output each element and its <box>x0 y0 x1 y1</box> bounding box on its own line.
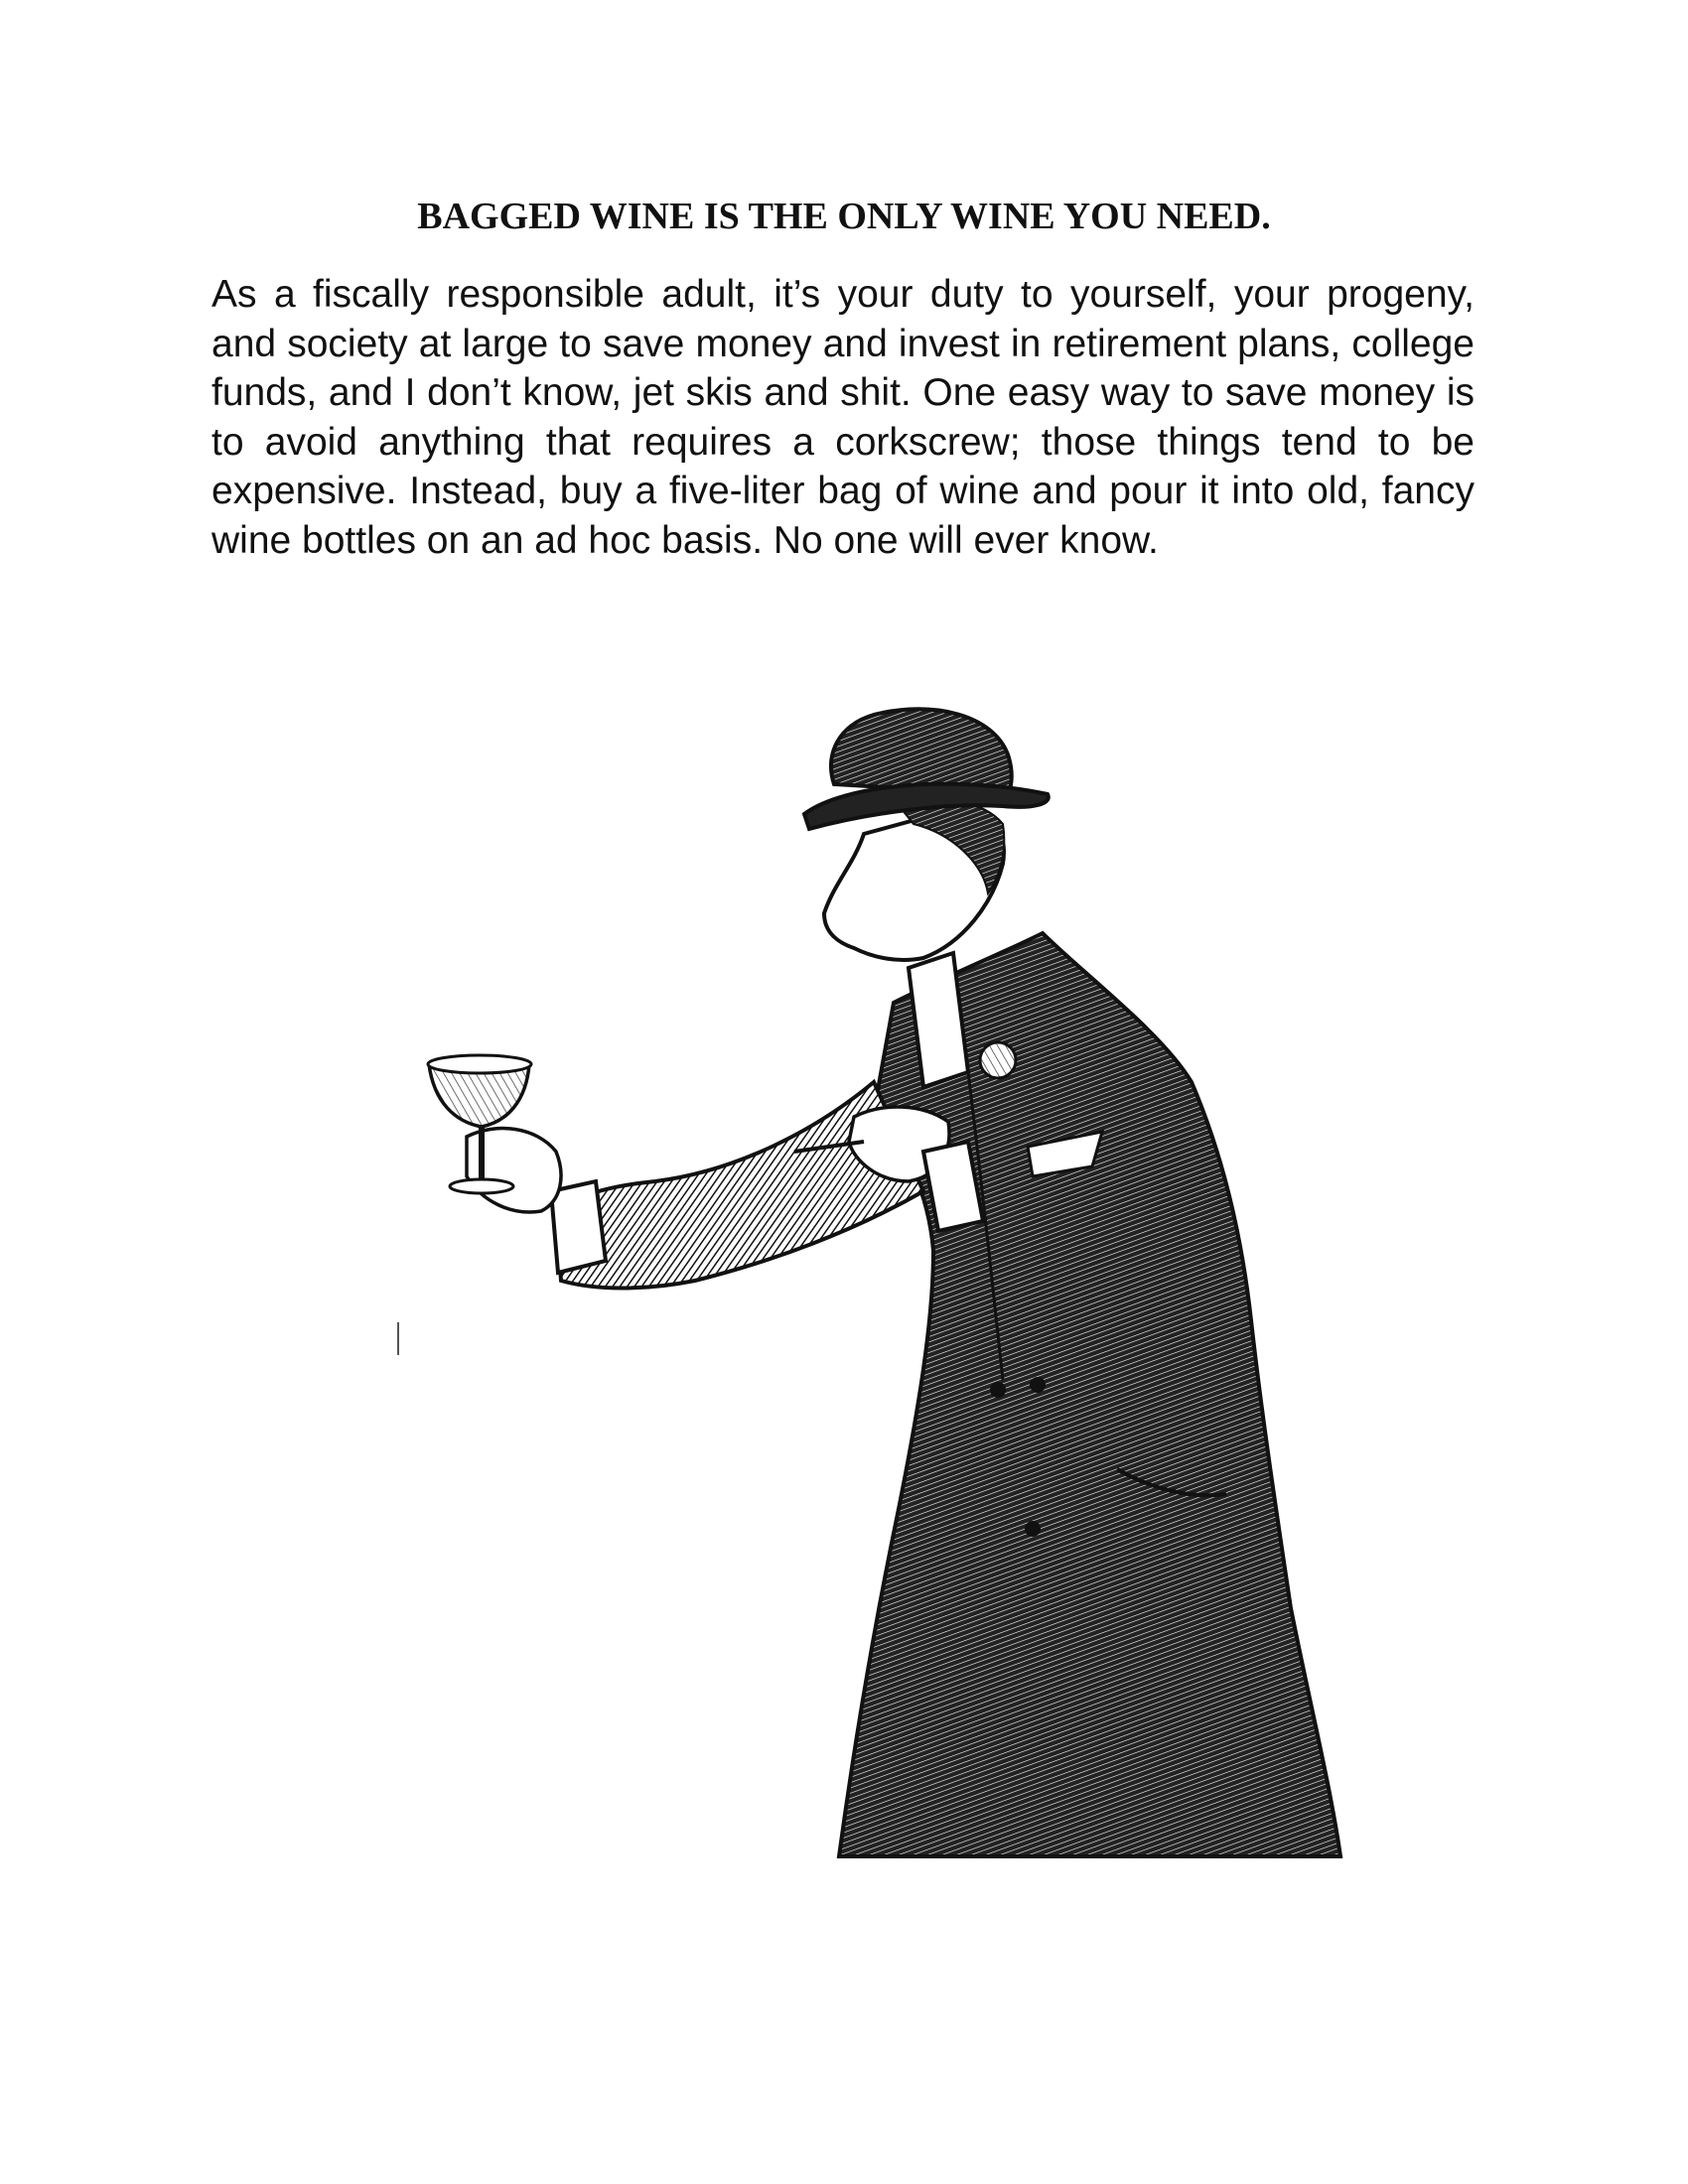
gesture-hand-shape <box>849 1107 949 1181</box>
lapel-line <box>968 1072 1003 1380</box>
wine-glass-icon <box>428 1055 531 1193</box>
body-paragraph: As a fiscally responsible adult, it’s your duty to yourself, your progeny, and society at large to save money and invest in retirement plans, college funds, and I don’t know, jet skis and shit. One easy way to save money is to avoid anything that requires a corkscrew; those things tend to be expensive. Instead, buy a five-liter bag of wine and pour it into old, fancy wine bottles on an ad hoc basis. No one will ever know. <box>211 273 1475 562</box>
coat-shape <box>839 933 1340 1856</box>
bowler-hat-icon <box>804 709 1049 829</box>
page-title: BAGGED WINE IS THE ONLY WINE YOU NEED. <box>417 196 1271 237</box>
cuff-shape <box>551 1181 606 1273</box>
coat-button <box>1030 1377 1046 1393</box>
face-shape <box>824 804 1004 960</box>
coat-button <box>1025 1521 1041 1537</box>
pocket-flap-line <box>1117 1469 1226 1495</box>
arm-shape <box>556 1082 923 1289</box>
right-cuff-shape <box>923 1142 983 1231</box>
hand-shape <box>467 1129 561 1212</box>
boutonniere-icon <box>980 1042 1016 1078</box>
pocket-square-shape <box>1028 1132 1102 1176</box>
hair-shape <box>894 797 1004 893</box>
cigarette-shape <box>794 1142 864 1152</box>
coat-button <box>990 1382 1006 1398</box>
collar-shape <box>909 953 968 1087</box>
